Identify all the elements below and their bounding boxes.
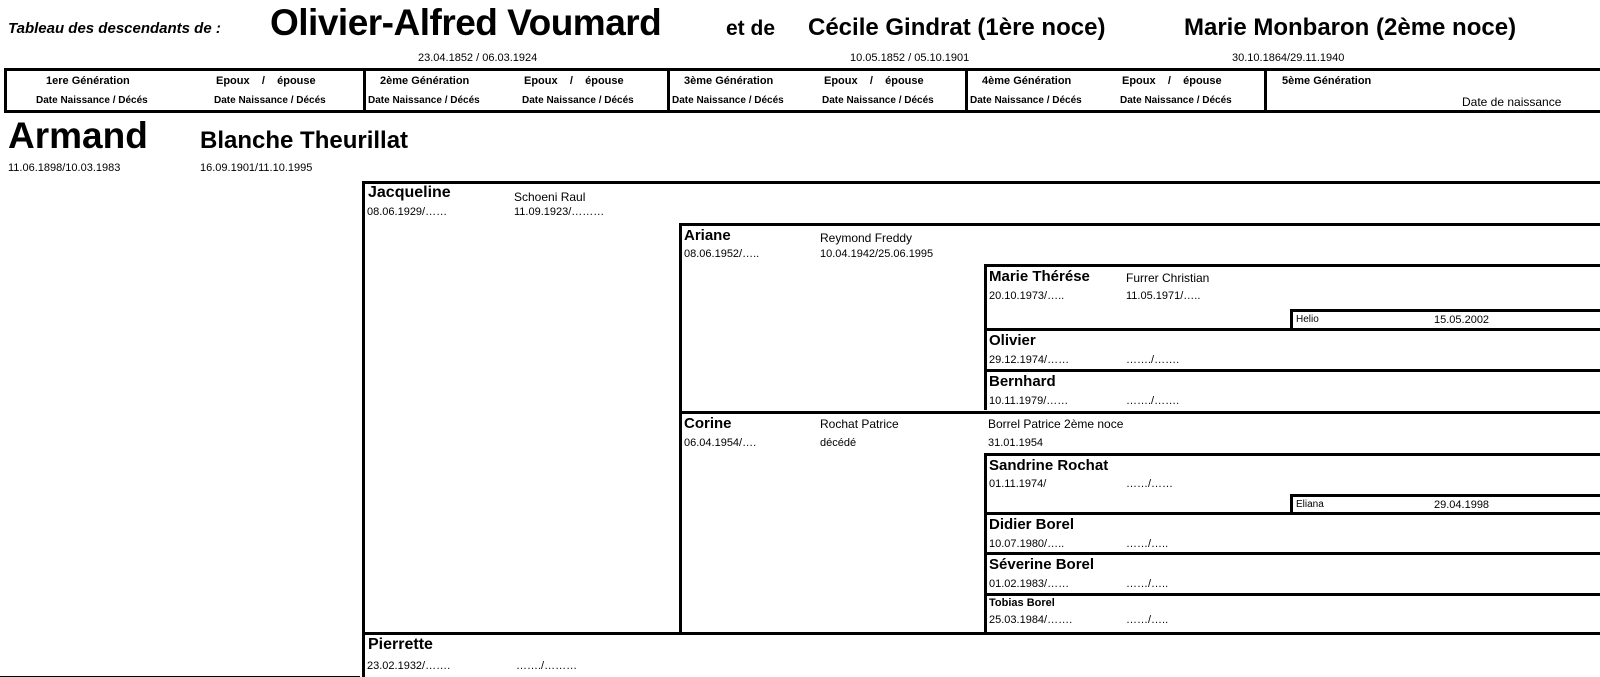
gen1-spouse-dates: 16.09.1901/11.10.1995	[200, 162, 313, 174]
ancestor-name: Olivier-Alfred Voumard	[270, 2, 662, 43]
header-top-rule	[4, 68, 1600, 71]
gen4-name: Bernhard	[989, 373, 1056, 390]
gen4-name: Tobias Borel	[989, 597, 1055, 609]
gen3-name: Corine	[684, 415, 732, 432]
gen3-spouse-name: Reymond Freddy	[820, 231, 913, 245]
gen5-date: 29.04.1998	[1434, 499, 1490, 511]
gen4-spouse-dates: ……/…..	[1126, 614, 1169, 626]
gen5-name: Eliana	[1296, 499, 1324, 510]
column-subtitle: Date Naissance / Décés	[368, 95, 480, 106]
gen4-spouse-dates: ……/…..	[1126, 538, 1169, 550]
gen4-dates: 25.03.1984/…….	[989, 614, 1073, 626]
gen3-spouse2-dates: 31.01.1954	[988, 437, 1044, 449]
gen4-name: Didier Borel	[989, 516, 1075, 533]
gen4-dates: 01.11.1974/	[989, 478, 1047, 490]
column-title: Epoux / épouse	[216, 75, 316, 87]
column-subtitle: Date de naissance	[1462, 95, 1562, 109]
gen5-name: Helio	[1296, 314, 1319, 325]
gen4-dates: 10.11.1979/……	[989, 395, 1069, 407]
gen1-name: Armand	[8, 115, 148, 156]
column-subtitle: Date Naissance / Décés	[970, 95, 1082, 106]
gen4-spouse-dates: ……./…….	[1126, 395, 1180, 407]
gen4-spouse-name: Furrer Christian	[1126, 271, 1210, 285]
gen3-dates: 06.04.1954/….	[684, 437, 757, 449]
gen4-left-rule	[984, 264, 987, 410]
gen4-rule	[984, 369, 1600, 372]
header-bottom-rule	[4, 110, 1600, 113]
gen4-name: Séverine Borel	[989, 556, 1095, 573]
spouse1-dates: 10.05.1852 / 05.10.1901	[850, 52, 970, 64]
column-subtitle: Date Naissance / Décés	[522, 95, 634, 106]
column-subtitle: Date Naissance / Décés	[214, 95, 326, 106]
gen1-dates: 11.06.1898/10.03.1983	[8, 162, 121, 174]
gen5-top-rule	[1290, 309, 1600, 312]
gen4-spouse-dates: 11.05.1971/…..	[1126, 290, 1201, 302]
gen4-name: Olivier	[989, 332, 1036, 349]
spouse2-dates: 30.10.1864/29.11.1940	[1232, 52, 1345, 64]
gen4-rule	[984, 593, 1600, 596]
gen4-left-rule	[984, 453, 987, 633]
column-title: 2ème Génération	[380, 75, 470, 87]
column-title: Epoux / épouse	[824, 75, 924, 87]
gen4-spouse-dates: ……/……	[1126, 478, 1174, 490]
gen2-dates: 23.02.1932/…….	[367, 660, 451, 672]
column-subtitle: Date Naissance / Décés	[1120, 95, 1232, 106]
gen4-spouse-dates: ……/…..	[1126, 578, 1169, 590]
gen1-spouse-name: Blanche Theurillat	[200, 127, 409, 154]
title-prefix: Tableau des descendants de :	[8, 20, 221, 37]
gen4-rule	[984, 453, 1600, 456]
gen4-rule	[984, 552, 1600, 555]
gen4-dates: 20.10.1973/…..	[989, 290, 1065, 302]
header-left-rule	[4, 68, 7, 113]
column-subtitle: Date Naissance / Décés	[672, 95, 784, 106]
column-subtitle: Date Naissance / Décés	[36, 95, 148, 106]
and-label: et de	[726, 17, 776, 40]
spouse2-name: Marie Monbaron (2ème noce)	[1184, 14, 1517, 41]
gen2-left-rule	[362, 181, 365, 677]
gen5-top-rule	[1290, 494, 1600, 497]
gen4-dates: 10.07.1980/…..	[989, 538, 1065, 550]
spouse1-name: Cécile Gindrat (1ère noce)	[808, 14, 1106, 41]
column-title: Epoux / épouse	[524, 75, 624, 87]
header-divider	[363, 68, 366, 113]
column-title: 5ème Génération	[1282, 75, 1372, 87]
gen2-divider-rule	[362, 632, 1600, 635]
gen3-dates: 08.06.1952/…..	[684, 248, 760, 260]
gen3-top-rule	[679, 223, 1600, 226]
gen4-name: Marie Thérése	[989, 268, 1090, 285]
column-title: 3ème Génération	[684, 75, 774, 87]
gen3-spouse-dates: 10.04.1942/25.06.1995	[820, 248, 934, 260]
gen3-spouse-note: décédé	[820, 437, 857, 449]
gen2-name: Jacqueline	[368, 184, 451, 201]
header-divider	[965, 68, 968, 113]
gen5-date: 15.05.2002	[1434, 314, 1490, 326]
gen2-spouse-name: Schoeni Raul	[514, 190, 586, 204]
header-divider	[667, 68, 670, 113]
gen3-spouse2-name: Borrel Patrice 2ème noce	[988, 417, 1124, 431]
column-title: Epoux / épouse	[1122, 75, 1222, 87]
gen5-left-rule	[1290, 309, 1293, 329]
gen4-dates: 01.02.1983/……	[989, 578, 1070, 590]
column-title: 1ere Génération	[46, 75, 130, 87]
gen3-divider-rule	[679, 411, 1600, 414]
gen2-spouse-dates: ……./………	[516, 660, 578, 672]
header-divider	[1264, 68, 1267, 113]
column-subtitle: Date Naissance / Décés	[822, 95, 934, 106]
gen2-dates: 08.06.1929/……	[367, 206, 448, 218]
gen4-spouse-dates: ……./…….	[1126, 354, 1180, 366]
column-title: 4ème Génération	[982, 75, 1072, 87]
gen3-spouse-name: Rochat Patrice	[820, 417, 899, 431]
gen4-name: Sandrine Rochat	[989, 457, 1109, 474]
ancestor-dates: 23.04.1852 / 06.03.1924	[418, 52, 538, 64]
gen2-top-rule	[362, 181, 1600, 184]
gen3-name: Ariane	[684, 227, 731, 244]
gen4-rule	[984, 264, 1600, 267]
gen2-name: Pierrette	[368, 636, 433, 653]
gen2-spouse-dates: 11.09.1923/………	[514, 206, 605, 218]
gen4-dates: 29.12.1974/……	[989, 354, 1070, 366]
gen3-left-rule	[679, 223, 682, 634]
